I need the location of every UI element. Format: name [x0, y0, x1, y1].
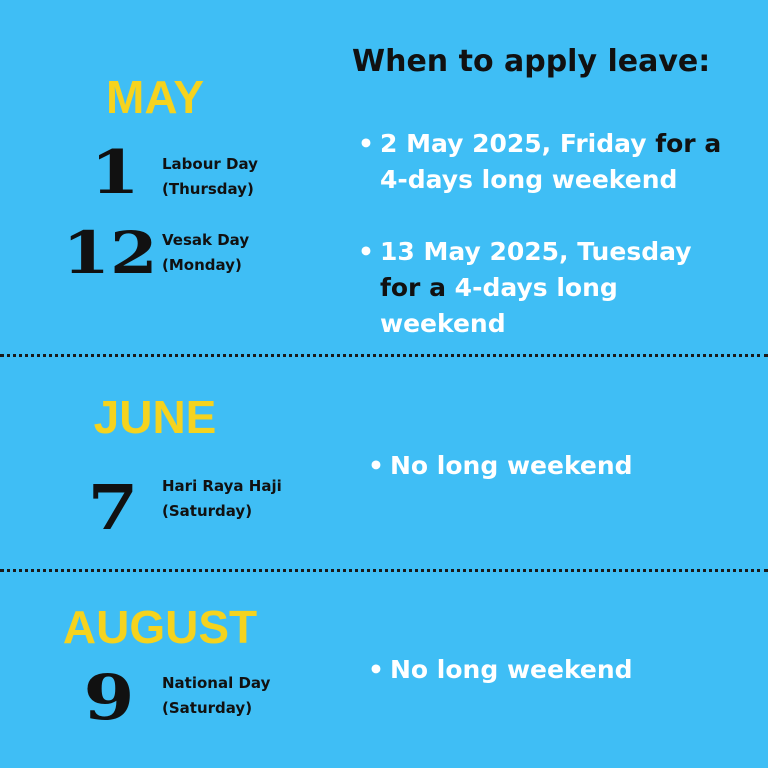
day-number: 12 — [62, 219, 158, 287]
holiday-vesak-day — [162, 228, 249, 278]
advice-item: • 2 May 2025, Friday for a 4-days long weekend — [380, 126, 750, 198]
day-number: 1 — [90, 138, 140, 208]
day-number: 9 — [83, 661, 135, 734]
holiday-name: Labour Day — [162, 155, 258, 173]
holiday-national-day — [162, 671, 270, 721]
day-number: 7 — [87, 471, 139, 544]
bullet-icon: • — [368, 451, 384, 480]
advice-item: • 13 May 2025, Tuesday for a 4-days long weekend — [380, 234, 750, 342]
holiday-weekday: (Saturday) — [162, 502, 253, 520]
month-label-june: JUNE — [93, 391, 217, 443]
holiday-hari-raya-haji — [162, 474, 282, 524]
bullet-icon: • — [368, 655, 384, 684]
holiday-weekday: (Saturday) — [162, 699, 253, 717]
holiday-labour-day — [162, 152, 258, 202]
section-divider — [0, 354, 768, 357]
holiday-name: Vesak Day — [162, 231, 250, 249]
holiday-weekday: (Monday) — [162, 256, 242, 274]
section-divider — [0, 569, 768, 572]
advice-item: • No long weekend — [390, 652, 750, 688]
holiday-name: National Day — [162, 674, 271, 692]
bullet-icon: • — [358, 237, 374, 266]
holiday-name: Hari Raya Haji — [162, 477, 282, 495]
page-heading: When to apply leave: — [352, 44, 711, 79]
advice-item: • No long weekend — [390, 448, 750, 484]
month-label-august: AUGUST — [62, 601, 258, 653]
month-label-may: MAY — [106, 71, 204, 123]
holiday-weekday: (Thursday) — [162, 180, 254, 198]
bullet-icon: • — [358, 129, 374, 158]
